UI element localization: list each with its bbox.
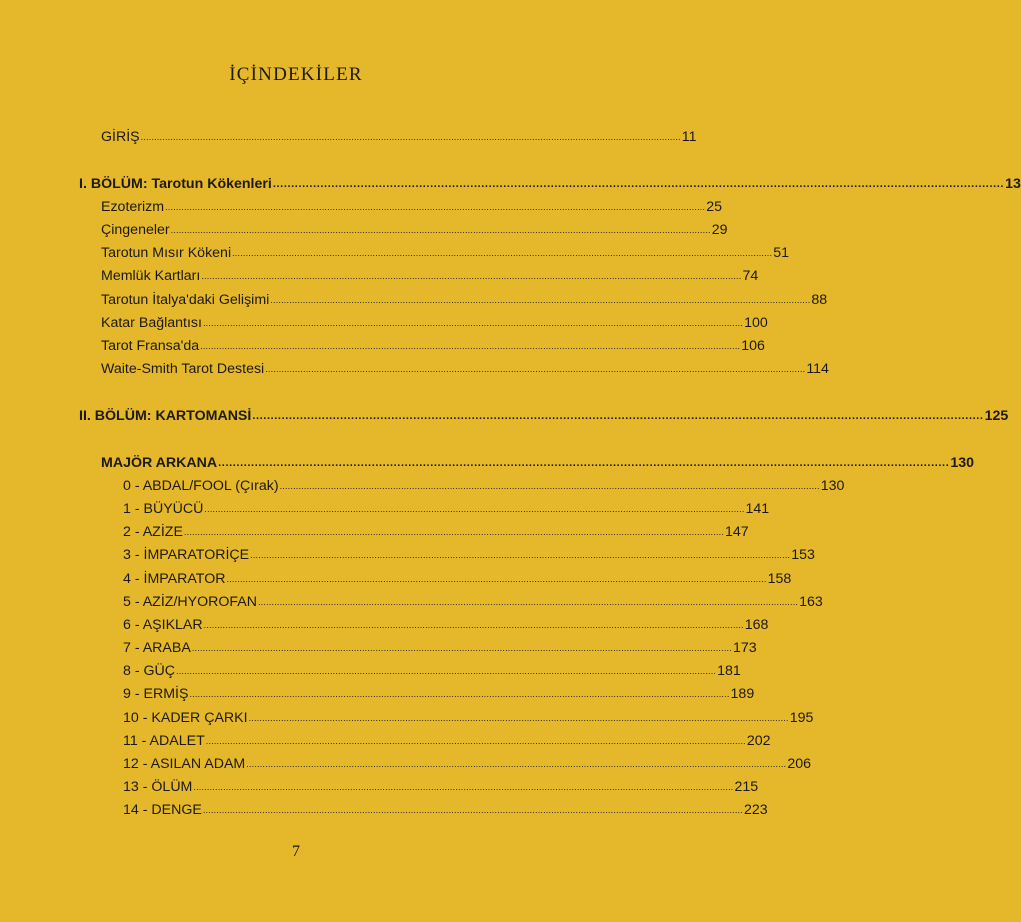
toc-entry-page: 181 xyxy=(717,663,741,679)
dot-leader: ........................................................................................................................................................................................................ xyxy=(176,666,717,676)
toc-entry-page: 25 xyxy=(706,199,722,215)
toc-entry-page: 206 xyxy=(787,756,812,772)
toc-entry xyxy=(123,779,759,801)
toc-entry-page: 141 xyxy=(745,501,770,517)
toc-entry-page: 29 xyxy=(711,222,728,238)
toc-entry xyxy=(123,617,769,639)
toc-entry xyxy=(101,222,728,244)
toc-entry-title: II. BÖLÜM: KARTOMANSİ xyxy=(79,408,252,424)
dot-leader: ........................................................................................................................................................................................................ xyxy=(201,271,742,281)
dot-leader: ........................................................................................................................................................................................................ xyxy=(248,713,789,723)
dot-leader: ........................................................................................................................................................................................................ xyxy=(200,341,741,351)
dot-leader: ........................................................................................................................................................................................................ xyxy=(203,620,744,630)
toc-entry xyxy=(101,268,759,290)
toc-entry-page: 130 xyxy=(950,455,975,471)
toc-entry-page: 88 xyxy=(811,292,828,308)
toc-entry-page: 114 xyxy=(806,361,829,377)
toc-entry-page: 51 xyxy=(773,245,789,261)
toc-entry-page: 189 xyxy=(730,686,755,702)
toc-entry-page: 158 xyxy=(767,571,792,587)
toc-entry-title: I. BÖLÜM: Tarotun Kökenleri xyxy=(79,176,272,192)
toc-entry-title: Tarot Fransa'da xyxy=(101,338,200,354)
toc-entry-page: 168 xyxy=(744,617,769,633)
page-title: İÇİNDEKİLER xyxy=(229,64,363,85)
toc-entry-title: GİRİŞ xyxy=(101,129,140,145)
toc-entry-title: Tarotun Mısır Kökeni xyxy=(101,245,232,261)
toc-entry-page: 147 xyxy=(725,524,749,540)
toc-entry-title: Tarotun İtalya'daki Gelişimi xyxy=(101,292,270,308)
toc-entry-page: 106 xyxy=(741,338,765,354)
toc-entry-title: 4 - İMPARATOR xyxy=(123,571,226,587)
page-number: 7 xyxy=(292,843,300,860)
toc-entry-title: 8 - GÜÇ xyxy=(123,663,176,679)
dot-leader: ........................................................................................................................................................................................................ xyxy=(193,782,734,792)
toc-entry-page: 195 xyxy=(789,710,814,726)
toc-entry xyxy=(123,594,823,616)
toc-entry xyxy=(123,756,812,778)
toc-entry-title: 2 - AZİZE xyxy=(123,524,183,540)
toc-entry-page: 163 xyxy=(799,594,823,610)
toc-part-heading xyxy=(79,176,1021,198)
dot-leader: ........................................................................................................................................................................................................ xyxy=(270,295,811,305)
toc-entry-title: 0 - ABDAL/FOOL (Çırak) xyxy=(123,478,279,494)
toc-entry xyxy=(123,802,768,824)
toc-entry xyxy=(123,478,845,500)
toc-entry-title: 1 - BÜYÜCÜ xyxy=(123,501,204,517)
toc-entry-page: 223 xyxy=(743,802,768,818)
toc-entry xyxy=(123,524,749,546)
toc-entry-page: 100 xyxy=(744,315,768,331)
toc-entry xyxy=(123,547,815,569)
toc-entry-title: Waite-Smith Tarot Destesi xyxy=(101,361,265,377)
toc-entry xyxy=(123,571,792,593)
dot-leader: ........................................................................................................................................................................................................ xyxy=(191,643,732,653)
toc-section-heading xyxy=(101,455,975,477)
toc-entry-title: 5 - AZİZ/HYOROFAN xyxy=(123,594,258,610)
toc-entry xyxy=(123,663,741,685)
toc-entry xyxy=(123,686,755,708)
toc-entry-page: 130 xyxy=(820,478,845,494)
dot-leader: ........................................................................................................................................................................................................ xyxy=(252,410,984,422)
dot-leader: ........................................................................................................................................................................................................ xyxy=(204,504,745,514)
toc-entry xyxy=(123,733,771,755)
toc-entry-title: 12 - ASILAN ADAM xyxy=(123,756,246,772)
dot-leader: ........................................................................................................................................................................................................ xyxy=(246,759,787,769)
toc-entry xyxy=(101,361,829,383)
dot-leader: ........................................................................................................................................................................................................ xyxy=(272,178,1005,190)
toc-entry xyxy=(101,199,722,221)
toc-entry-page: 13 xyxy=(1005,176,1021,192)
toc-entry-page: 125 xyxy=(984,408,1009,424)
toc-entry-title: 11 - ADALET xyxy=(123,733,205,749)
toc-entry-title: Çingeneler xyxy=(101,222,170,238)
toc-entry-title: 3 - İMPARATORİÇE xyxy=(123,547,250,563)
toc-entry-page: 74 xyxy=(742,268,759,284)
toc-entry-title: 6 - AŞIKLAR xyxy=(123,617,203,633)
dot-leader: ........................................................................................................................................................................................................ xyxy=(226,574,767,584)
toc-entry-page: 202 xyxy=(746,733,771,749)
toc-entry xyxy=(123,501,770,523)
toc-entry xyxy=(101,292,828,314)
dot-leader: ........................................................................................................................................................................................................ xyxy=(218,457,950,469)
toc-entry-title: Katar Bağlantısı xyxy=(101,315,202,331)
toc-entry-title: 14 - DENGE xyxy=(123,802,202,818)
toc-entry-title: MAJÖR ARKANA xyxy=(101,455,218,471)
toc-entry-title: Memlük Kartları xyxy=(101,268,201,284)
toc-entry-title: 7 - ARABA xyxy=(123,640,191,656)
dot-leader: ........................................................................................................................................................................................................ xyxy=(232,248,773,258)
dot-leader: ........................................................................................................................................................................................................ xyxy=(250,550,791,560)
toc-entry-title: 9 - ERMİŞ xyxy=(123,686,189,702)
toc-entry xyxy=(123,640,757,662)
toc-entry-page: 173 xyxy=(732,640,757,656)
toc-entry-title: Ezoterizm xyxy=(101,199,165,215)
dot-leader: ........................................................................................................................................................................................................ xyxy=(279,481,820,491)
toc-entry xyxy=(101,245,789,267)
toc-entry xyxy=(101,338,765,360)
dot-leader: ........................................................................................................................................................................................................ xyxy=(140,132,681,142)
toc-entry-page: 11 xyxy=(681,129,697,145)
dot-leader: ........................................................................................................................................................................................................ xyxy=(258,597,799,607)
toc-entry xyxy=(101,129,697,151)
dot-leader: ........................................................................................................................................................................................................ xyxy=(183,527,725,537)
dot-leader: ........................................................................................................................................................................................................ xyxy=(189,689,730,699)
dot-leader: ........................................................................................................................................................................................................ xyxy=(265,364,806,374)
dot-leader: ........................................................................................................................................................................................................ xyxy=(170,225,711,235)
dot-leader: ........................................................................................................................................................................................................ xyxy=(205,736,746,746)
dot-leader: ........................................................................................................................................................................................................ xyxy=(165,202,706,212)
toc-entry-page: 153 xyxy=(791,547,815,563)
toc-entry-page: 215 xyxy=(734,779,759,795)
toc-part-heading xyxy=(79,408,1009,430)
dot-leader: ........................................................................................................................................................................................................ xyxy=(202,318,744,328)
toc-entry xyxy=(101,315,768,337)
toc-entry-title: 10 - KADER ÇARKI xyxy=(123,710,248,726)
toc-entry xyxy=(123,710,814,732)
toc-entry-title: 13 - ÖLÜM xyxy=(123,779,193,795)
dot-leader: ........................................................................................................................................................................................................ xyxy=(202,805,743,815)
